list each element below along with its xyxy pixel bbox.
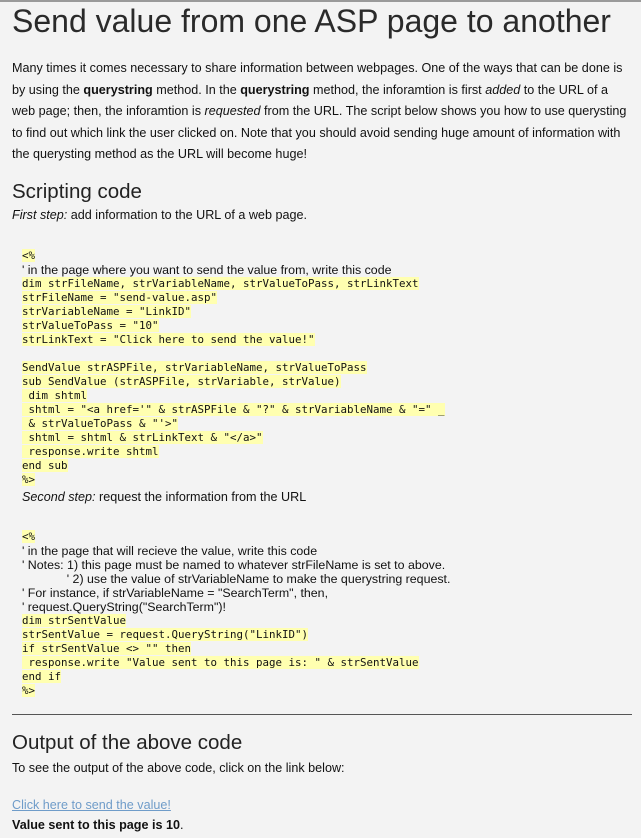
- code-line: [22, 684, 450, 698]
- code-text: strValueToPass = "10": [22, 319, 159, 332]
- intro-paragraph: [12, 58, 627, 166]
- step-one-label: First step:: [12, 208, 68, 222]
- result-prefix: Value sent to this page is: [12, 818, 166, 832]
- code-line: [22, 459, 445, 473]
- code-text: ' request.QueryString("SearchTerm")!: [22, 600, 226, 614]
- code-block-send: [22, 249, 445, 487]
- output-heading: Output of the above code: [12, 731, 243, 754]
- result-value: 10: [165, 818, 180, 832]
- intro-text: method, the inforamtion is first: [309, 82, 486, 97]
- step-two-label: Second step:: [22, 490, 96, 504]
- code-block-receive: [22, 530, 450, 698]
- intro-bold: querystring: [83, 82, 153, 97]
- intro-text: method. In the: [152, 82, 241, 97]
- intro-text: from the URL. The script below shows you how to use querysting to find out which link the user clicked on. Note that you should avoid sending huge amount of information with the querysting method as the URL will become huge!: [12, 104, 627, 161]
- code-text: end if: [22, 670, 62, 683]
- page-title: Send value from one ASP page to another: [12, 3, 611, 39]
- code-text: ' Notes: 1) this page must be named to whatever strFileName is set to above.: [22, 558, 446, 572]
- code-text: strSentValue = request.QueryString("LinkID"): [22, 628, 309, 641]
- result-suffix: .: [179, 818, 184, 832]
- step-one: [12, 208, 307, 222]
- code-line: [22, 642, 450, 656]
- code-comment-line: [22, 263, 445, 277]
- code-comment-line: [22, 586, 450, 600]
- step-two: [22, 490, 306, 504]
- step-two-text: request the information from the URL: [95, 490, 307, 504]
- code-line: [22, 417, 445, 431]
- intro-text: to the URL of a web page; then, the inforamtion is: [12, 82, 608, 118]
- code-text: end sub: [22, 459, 68, 472]
- code-text: response.write "Value sent to this page is: " & strSentValue: [22, 656, 419, 669]
- code-text: <%: [22, 249, 36, 262]
- code-text: ' 2) use the value of strVariableName to make the querystring request.: [22, 572, 451, 586]
- code-line: [22, 530, 450, 544]
- code-comment-line: [22, 572, 450, 586]
- intro-italic: requested: [204, 104, 261, 118]
- code-text: response.write shtml: [22, 445, 159, 458]
- code-line: [22, 670, 450, 684]
- code-text: ' For instance, if strVariableName = "SearchTerm", then,: [22, 586, 329, 600]
- code-line: [22, 431, 445, 445]
- code-line: [22, 305, 445, 319]
- send-value-link[interactable]: Click here to send the value!: [12, 798, 171, 812]
- code-text: ' in the page that will recieve the value, write this code: [22, 544, 318, 558]
- code-line: [22, 656, 450, 670]
- code-line: [22, 361, 445, 375]
- code-text: dim strSentValue: [22, 614, 127, 627]
- code-line: [22, 291, 445, 305]
- code-text: if strSentValue <> "" then: [22, 642, 192, 655]
- code-line: [22, 628, 450, 642]
- code-line: [22, 333, 445, 347]
- intro-italic: added: [485, 82, 521, 97]
- code-text: shtml = shtml & strLinkText & "</a>": [22, 431, 263, 444]
- top-border: [0, 0, 641, 2]
- code-text: & strValueToPass & "'>": [22, 417, 179, 430]
- code-comment-line: [22, 558, 450, 572]
- code-comment-line: [22, 600, 450, 614]
- code-text: ' in the page where you want to send the value from, write this code: [22, 263, 392, 277]
- code-comment-line: [22, 544, 450, 558]
- step-one-text: add information to the URL of a web page.: [67, 208, 307, 222]
- code-text: SendValue strASPFile, strVariableName, strValueToPass: [22, 361, 367, 374]
- code-text: %>: [22, 473, 36, 486]
- scripting-heading: Scripting code: [12, 180, 142, 203]
- code-line: [22, 277, 445, 291]
- code-text: sub SendValue (strASPFile, strVariable, strValue): [22, 375, 341, 388]
- code-line: [22, 319, 445, 333]
- code-line: [22, 249, 445, 263]
- intro-text: Many times it comes necessary to share information between webpages. One of the ways that can be done is by using the: [12, 61, 623, 97]
- code-line: [22, 445, 445, 459]
- code-line: [22, 347, 445, 361]
- intro-bold: querystring: [240, 82, 310, 97]
- code-text: dim strFileName, strVariableName, strValueToPass, strLinkText: [22, 277, 419, 290]
- code-text: strFileName = "send-value.asp": [22, 291, 218, 304]
- code-text: dim shtml: [22, 389, 88, 402]
- code-line: [22, 375, 445, 389]
- code-text: shtml = "<a href='" & strASPFile & "?" & strVariableName & "=" _: [22, 403, 445, 416]
- code-text: %>: [22, 684, 36, 697]
- code-line: [22, 614, 450, 628]
- code-text: strVariableName = "LinkID": [22, 305, 192, 318]
- output-description: To see the output of the above code, click on the link below:: [12, 761, 345, 775]
- code-line: [22, 389, 445, 403]
- code-line: [22, 473, 445, 487]
- code-text: strLinkText = "Click here to send the value!": [22, 333, 315, 346]
- result-text: [12, 818, 183, 832]
- code-line: [22, 403, 445, 417]
- code-text: <%: [22, 530, 36, 543]
- divider: [12, 714, 632, 715]
